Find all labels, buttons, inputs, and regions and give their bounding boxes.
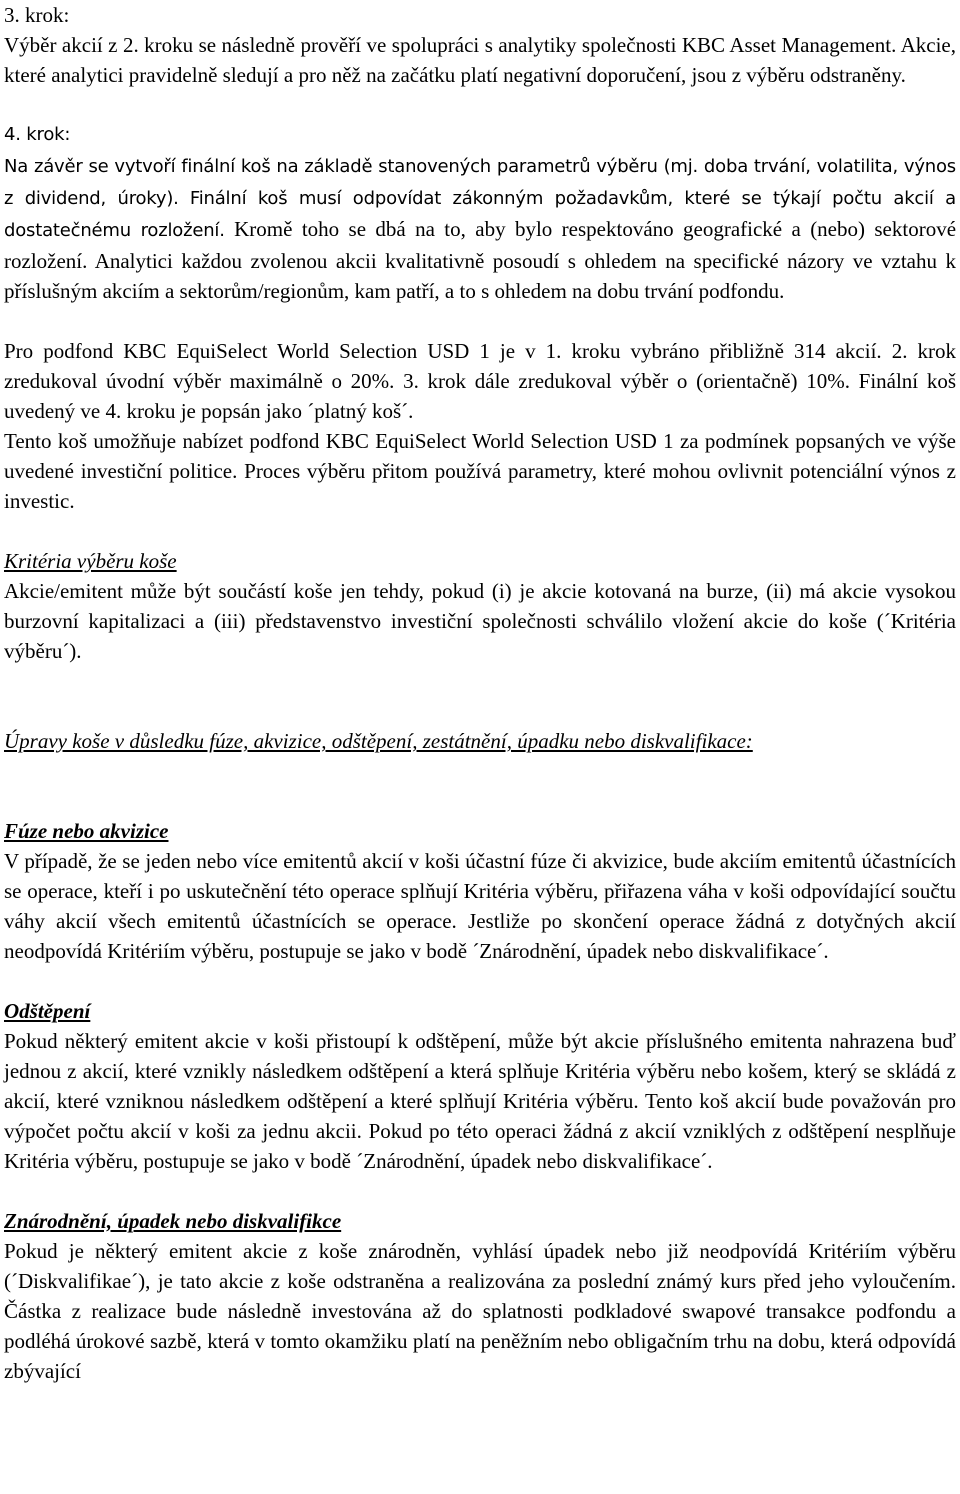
spinoff-heading: Odštěpení — [4, 999, 91, 1023]
step3-paragraph: Výběr akcií z 2. kroku se následně prověří ve spolupráci s analytiky společnosti KBC Asset Management. Akcie, které analytici pravidelně sledují a pro něž na začátku platí negativní doporučení, jsou z výběru odstraněny. — [4, 33, 956, 87]
step4-text-sans: Na závěr se vytvoří finální koš na základě stanovených parametrů výběru (mj. doba trvání, volatilita, výnos z dividend, úroky). — [4, 156, 956, 209]
nationalization-heading: Znárodnění, úpadek nebo diskvalifikce — [4, 1209, 342, 1233]
criteria-heading: Kritéria výběru koše — [4, 549, 177, 573]
step4-heading: 4. krok: — [4, 124, 71, 145]
summary-paragraph-1: Pro podfond KBC EquiSelect World Selection USD 1 je v 1. kroku vybráno přibližně 314 akcií. 2. krok zredukoval úvodní výběr maximálně o 20%. 3. krok dále zredukoval výběr o (orientačně) 10%. Finální koš uvedený ve 4. kroku je popsán jako ´platný koš´. — [4, 339, 956, 423]
merger-heading: Fúze nebo akvizice — [4, 819, 169, 843]
adjustments-heading: Úpravy koše v důsledku fúze, akvizice, odštěpení, zestátnění, úpadku nebo diskvalifikace: — [4, 729, 753, 753]
merger-paragraph: V případě, že se jeden nebo více emitentů akcií v koši účastní fúze či akvizice, bude akciím emitentů účastnících se operace, kteří i po uskutečnění této operace splňují Kritéria výběru, přiřazena váha v koši odpovídající součtu váhy akcií všech emitentů účastnících se operace. Jestliže po skončení operace žádná z dotyčných akcií neodpovídá Kritériím výběru, postupuje se jako v bodě ´Znárodnění, úpadek nebo diskvalifikace´. — [4, 849, 956, 963]
spinoff-paragraph: Pokud některý emitent akcie v koši přistoupí k odštěpení, může být akcie příslušného emitenta nahrazena buď jednou z akcií, které vznikly následkem odštěpení a která splňuje Kritéria výběru nebo košem, který se skládá z akcií, které vzniknou následkem odštěpení a které splňují Kritéria výběru. Tento koš akcií bude považován pro výpočet počtu akcií v koši za jednu akcii. Pokud po této operaci žádná z akcií vzniklých z odštěpení nesplňuje Kritéria výběru, postupuje se jako v bodě ´Znárodnění, úpadek nebo diskvalifikace´. — [4, 1029, 956, 1173]
step4-text-sans2: Finální koš musí odpovídat zákonným požadavkům, které se týkají počtu akcií a dostatečnému rozložení. — [4, 188, 956, 241]
step4-paragraph — [4, 150, 956, 306]
step3-heading: 3. krok: — [4, 3, 70, 27]
document-page — [4, 0, 956, 1386]
step4-text-serif: Kromě toho se dbá na to, aby bylo respektováno geografické a (nebo) sektorové rozložení. Analytici každou zvolenou akcii kvalitativně posoudí s ohledem na specifické názory ve vztahu k příslušným akciím a sektorům/regionům, kam patří, a to s ohledem na dobu trvání podfondu. — [4, 217, 957, 303]
nationalization-paragraph: Pokud je některý emitent akcie z koše znárodněn, vyhlásí úpadek nebo již neodpovídá Kritériím výběru (´Diskvalifikae´), je tato akcie z koše odstraněna a realizována za poslední známý kurs před jeho vyloučením. Částka z realizace bude následně investována až do splatnosti podkladové swapové transakce podfondu a podléhá úrokové sazbě, která v tomto okamžiku platí na peněžním nebo obligačním trhu na dobu, která odpovídá zbývající — [4, 1239, 956, 1383]
criteria-paragraph: Akcie/emitent může být součástí koše jen tehdy, pokud (i) je akcie kotovaná na burze, (ii) má akcie vysokou burzovní kapitalizaci a (iii) představenstvo investiční společnosti schválilo vložení akcie do koše (´Kritéria výběru´). — [4, 579, 956, 663]
summary-paragraph-2: Tento koš umožňuje nabízet podfond KBC EquiSelect World Selection USD 1 za podmínek popsaných ve výše uvedené investiční politice. Proces výběru přitom používá parametry, které mohou ovlivnit potenciální výnos z investic. — [4, 429, 956, 513]
